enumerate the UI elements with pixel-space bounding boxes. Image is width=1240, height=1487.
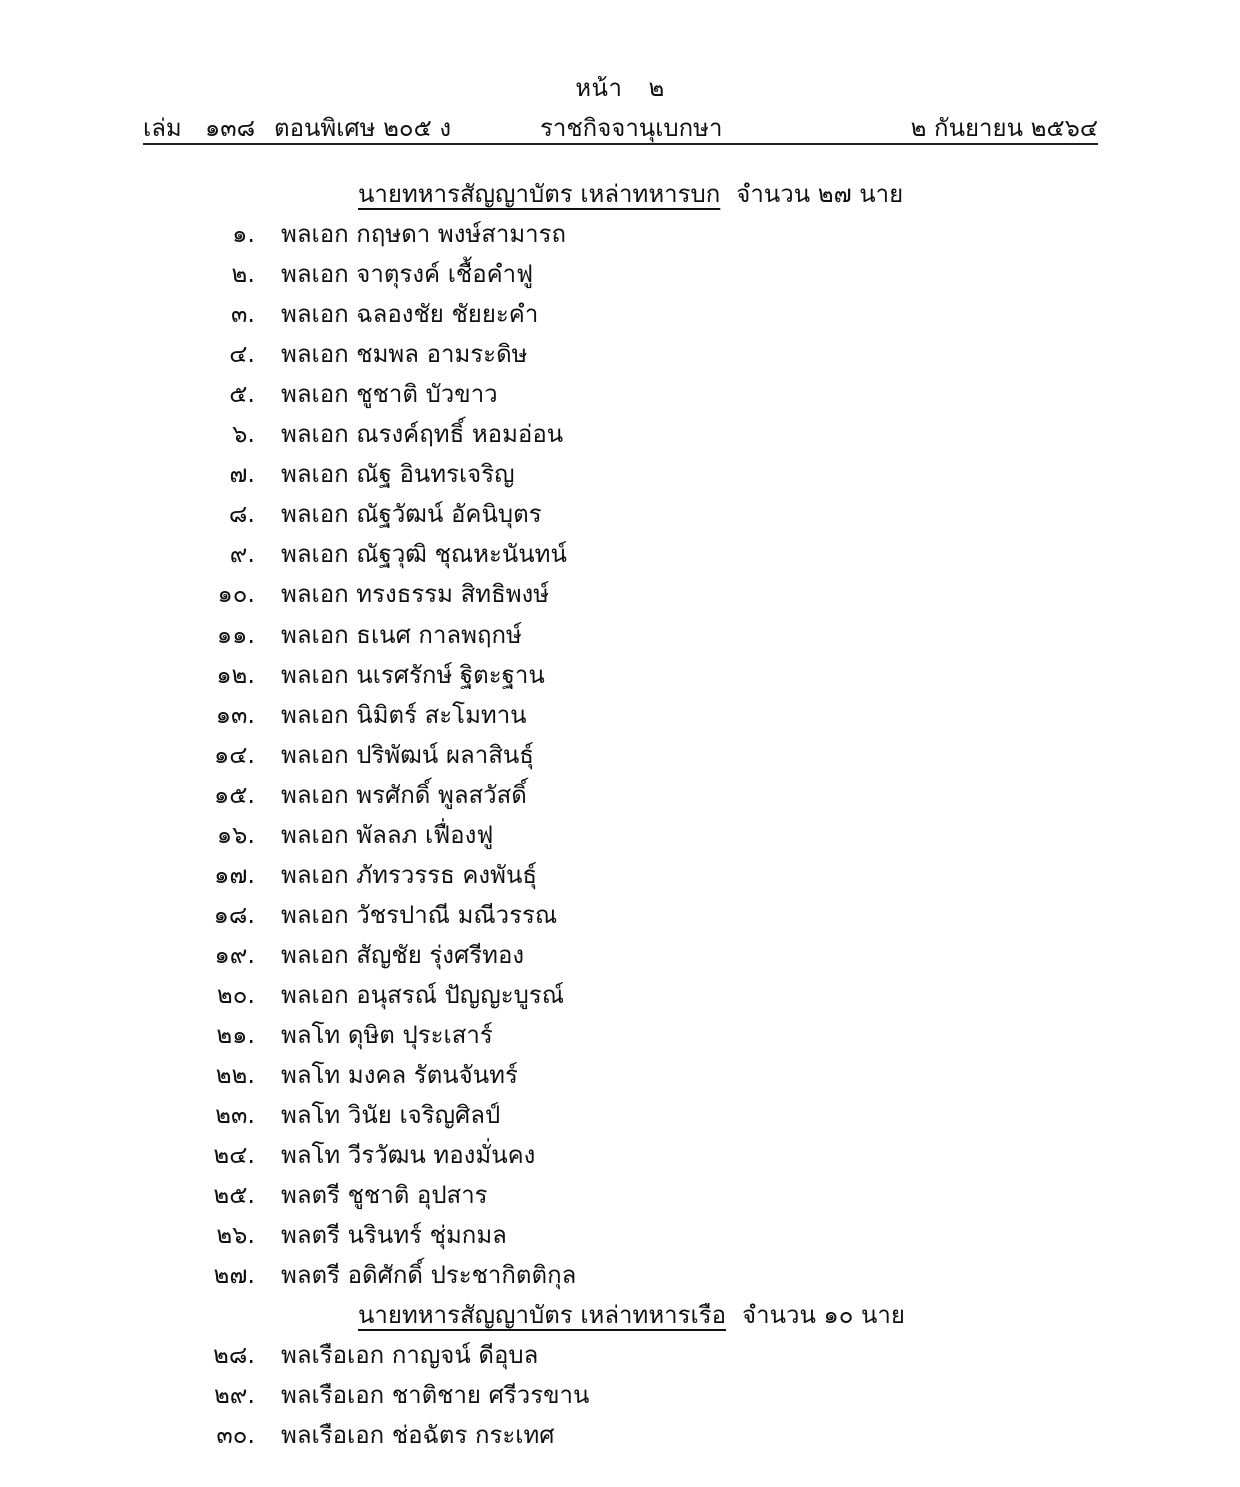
- item-number: ๗.: [229, 460, 255, 489]
- officer-name: พลเอก วัชรปาณี มณีวรรณ: [281, 900, 558, 929]
- item-number: ๑๒.: [216, 660, 255, 689]
- officer-name: พลเรือเอก ชาติชาย ศรีวรขาน: [281, 1381, 590, 1409]
- officer-name: พลตรี ชูชาติ อุปสาร: [281, 1181, 488, 1210]
- item-number: ๓๐.: [216, 1421, 255, 1449]
- item-number: ๓.: [230, 300, 255, 329]
- officer-name: พลเรือเอก ช่อฉัตร กระเทศ: [281, 1421, 555, 1449]
- item-number: ๑.: [232, 220, 255, 248]
- officer-name: พลเอก ณรงค์ฤทธิ์ หอมอ่อน: [281, 420, 564, 449]
- officer-name: พลเอก ทรงธรรม สิทธิพงษ์: [281, 580, 550, 609]
- officer-name: พลโท ดุษิต ปุระเสาร์: [281, 1021, 493, 1049]
- list-item: [0, 695, 1240, 735]
- officer-name: พลเอก ธเนศ กาลพฤกษ์: [281, 620, 522, 649]
- list-item: [0, 254, 1240, 294]
- item-number: ๒๔.: [213, 1141, 255, 1170]
- officer-name: พลเอก สัญชัย รุ่งศรีทอง: [281, 940, 525, 969]
- officer-name: พลเอก ณัฐ อินทรเจริญ: [281, 460, 515, 489]
- item-number: ๒๗.: [213, 1261, 255, 1290]
- list-item: [0, 1375, 1240, 1415]
- list-item: [0, 414, 1240, 454]
- item-number: ๒๐.: [216, 980, 255, 1009]
- list-item: [0, 975, 1240, 1015]
- officer-name: พลโท วีรวัฒน ทองมั่นคง: [281, 1141, 536, 1170]
- officer-name: พลตรี นรินทร์ ชุ่มกมล: [281, 1221, 507, 1250]
- list-item: [0, 1215, 1240, 1255]
- officer-name: พลโท มงคล รัตนจันทร์: [281, 1061, 518, 1090]
- officer-name: พลเอก ภัทรวรรธ คงพันธุ์: [281, 860, 538, 889]
- group-count: จำนวน ๒๗ นาย: [736, 180, 904, 208]
- list-item: [0, 334, 1240, 374]
- list-item: [0, 294, 1240, 334]
- header-divider: [143, 143, 1098, 145]
- item-number: ๑๖.: [216, 820, 255, 849]
- item-number: ๙.: [229, 540, 255, 569]
- list-item: [0, 775, 1240, 815]
- item-number: ๒๘.: [213, 1341, 255, 1369]
- list-item: [0, 574, 1240, 614]
- officer-name: พลเอก นเรศรักษ์ ฐิตะฐาน: [281, 660, 545, 689]
- item-number: ๑๔.: [213, 740, 255, 769]
- item-number: ๑๗.: [214, 860, 255, 889]
- officer-name: พลเอก กฤษดา พงษ์สามารถ: [281, 220, 567, 248]
- list-item: [0, 1095, 1240, 1135]
- list-item: [0, 895, 1240, 935]
- list-item: [0, 454, 1240, 494]
- list-item: [0, 855, 1240, 895]
- list-item: [0, 1055, 1240, 1095]
- officer-name: พลเอก ปริพัฒน์ ผลาสินธุ์: [281, 740, 534, 769]
- list-item: [0, 615, 1240, 655]
- item-number: ๒๖.: [216, 1221, 255, 1250]
- officer-name: พลเรือเอก กาญจน์ ดีอุบล: [281, 1341, 539, 1369]
- item-number: ๒๙.: [213, 1381, 255, 1409]
- page-number: [0, 68, 1240, 107]
- list-item: [0, 935, 1240, 975]
- item-number: ๑๙.: [214, 940, 255, 969]
- gazette-header: [143, 108, 1098, 142]
- list-item: [0, 735, 1240, 775]
- group-count: จำนวน ๑๐ นาย: [742, 1301, 905, 1329]
- list-item: [0, 534, 1240, 574]
- officer-name: พลเอก พัลลภ เฟื่องฟู: [281, 820, 494, 849]
- officer-name: พลโท วินัย เจริญศิลป์: [281, 1101, 501, 1130]
- item-number: ๒.: [231, 260, 255, 289]
- list-item: [0, 494, 1240, 534]
- item-number: ๑๘.: [213, 900, 255, 929]
- list-item: [0, 1015, 1240, 1055]
- list-item: [0, 1175, 1240, 1215]
- item-number: ๖.: [232, 420, 255, 449]
- officer-name: พลเอก อนุสรณ์ ปัญญะบูรณ์: [281, 980, 564, 1009]
- section-number: ตอนพิเศษ ๒๐๕ ง: [274, 114, 452, 142]
- list-item: [0, 1415, 1240, 1455]
- group-title: นายทหารสัญญาบัตร เหล่าทหารบก: [358, 180, 721, 208]
- list-item: [0, 374, 1240, 414]
- officer-name: พลตรี อดิศักดิ์ ประชากิตติกุล: [281, 1261, 577, 1290]
- page-number-value: ๒: [648, 74, 665, 102]
- gazette-title: ราชกิจจานุเบกษา: [540, 114, 723, 142]
- list-item: [0, 214, 1240, 254]
- volume-label: เล่ม: [143, 114, 182, 142]
- item-number: ๒๒.: [215, 1061, 255, 1090]
- page-number-label: หน้า: [575, 74, 623, 102]
- officer-name: พลเอก ชูชาติ บัวขาว: [281, 380, 498, 409]
- officer-name: พลเอก นิมิตร์ สะโมทาน: [281, 700, 527, 729]
- list-item: [0, 655, 1240, 695]
- item-number: ๕.: [229, 380, 255, 409]
- item-number: ๔.: [229, 340, 255, 369]
- officer-name: พลเอก ฉลองชัย ชัยยะคำ: [281, 300, 539, 329]
- volume-number: ๑๓๘: [205, 114, 256, 142]
- list-item: [0, 1135, 1240, 1175]
- item-number: ๒๕.: [213, 1181, 255, 1210]
- officer-name: พลเอก ชมพล อามระดิษ: [281, 340, 528, 369]
- item-number: ๑๐.: [217, 580, 255, 609]
- officer-name: พลเอก พรศักดิ์ พูลสวัสดิ์: [281, 780, 527, 809]
- officer-name: พลเอก ณัฐวุฒิ ชุณหะนันทน์: [281, 540, 567, 569]
- item-number: ๑๓.: [215, 700, 255, 729]
- item-number: ๑๑.: [216, 620, 255, 649]
- item-number: ๑๕.: [213, 780, 255, 809]
- officer-name: พลเอก ณัฐวัฒน์ อัคนิบุตร: [281, 500, 542, 529]
- officer-name: พลเอก จาตุรงค์ เชื้อคำฟู: [281, 260, 534, 289]
- group-title: นายทหารสัญญาบัตร เหล่าทหารเรือ: [358, 1301, 727, 1329]
- publication-date: ๒ กันยายน ๒๕๖๔: [910, 114, 1098, 142]
- item-number: ๘.: [228, 500, 255, 529]
- list-item: [0, 1255, 1240, 1295]
- item-number: ๒๑.: [216, 1021, 255, 1049]
- list-item: [0, 815, 1240, 855]
- item-number: ๒๓.: [215, 1101, 255, 1130]
- list-item: [0, 1335, 1240, 1375]
